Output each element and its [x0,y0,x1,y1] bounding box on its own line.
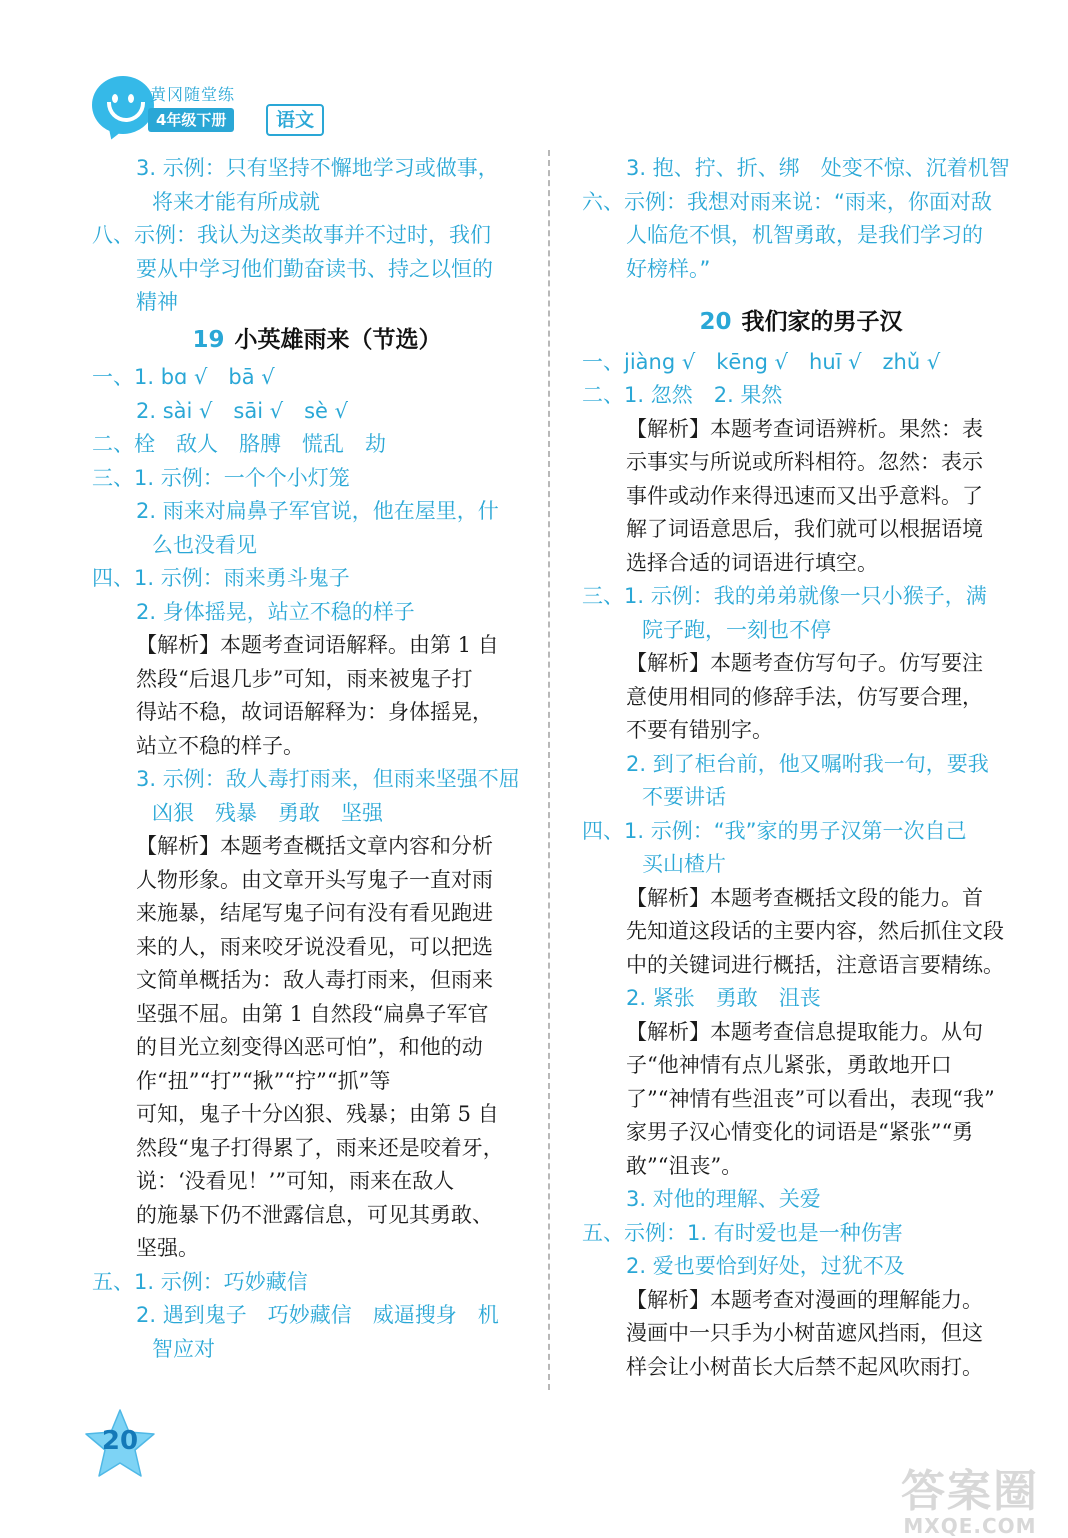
book-header [92,70,352,150]
answer-line: 要从中学习他们勤奋读书、持之以恒的 [136,256,493,281]
analysis-line: 漫画中一只手为小树苗遮风挡雨，但这 [626,1321,983,1345]
answer-line: 院子跑，一刻也不停 [642,617,831,642]
analysis-line: 敢”“沮丧”。 [626,1153,743,1178]
analysis-line: 来施暴，结尾写鬼子问有没有看见跑进 [136,901,493,925]
page-number-badge [84,1408,156,1480]
analysis-line: 【解析】本题考查对漫画的理解能力。 [626,1287,983,1312]
watermark-logo: 答案圈 [901,1466,1039,1517]
smiley-icon [92,76,154,134]
watermark-url: MXQE.COM [903,1514,1037,1538]
section-title-20 [582,306,1020,340]
analysis-line: 的施暴下仍不泄露信息，可见其勇敢、 [136,1202,493,1227]
answer-line: 凶狠 残暴 勇敢 坚强 [152,800,383,825]
answer-line: 三、1. 示例：一个个小灯笼 [92,465,350,490]
analysis-line: 了”“神情有些沮丧”可以看出，表现“我” [626,1086,995,1111]
analysis-line: 解了词语意思后，我们就可以根据语境 [626,517,983,541]
answer-line: 五、示例：1. 有时爱也是一种伤害 [582,1220,903,1245]
analysis-line: 【解析】本题考查词语解释。由第 1 自 [136,633,499,657]
analysis-line: 坚强。 [136,1236,199,1260]
answer-line: 3. 抱、拧、折、绑 处变不惊、沉着机智 [626,156,1010,180]
section-title-text: 我们家的男子汉 [741,309,903,335]
analysis-line: 【解析】本题考查词语辨析。果然：表 [626,416,983,441]
answer-line: 五、1. 示例：巧妙藏信 [92,1269,308,1294]
answer-line: 好榜样。” [626,256,711,281]
right-column [582,152,1020,1384]
analysis-line: 然段“后退几步”可知，雨来被鬼子打 [136,666,473,691]
section-number: 19 [192,326,225,353]
answer-line: 2. 遇到鬼子 巧妙藏信 威逼搜身 机 [136,1303,499,1327]
analysis-line: 作“扭”“打”“揪”“拧”“抓”等 [136,1068,391,1093]
series-name: 黄冈随堂练 [150,85,236,104]
answer-line: 不要讲话 [642,785,726,809]
analysis-line: 的目光立刻变得凶恶可怕”，和他的动 [136,1035,483,1059]
answer-line: 三、1. 示例：我的弟弟就像一只小猴子，满 [582,584,987,608]
analysis-line: 事件或动作来得迅速而又出乎意料。了 [626,483,983,508]
answer-line: 2. sài √ sāi √ sè √ [136,398,349,423]
column-divider [548,150,550,1390]
answer-line: 2. 身体摇晃，站立不稳的样子 [136,599,415,624]
analysis-line: 子“他神情有点儿紧张，勇敢地开口 [626,1053,952,1077]
analysis-line: 【解析】本题考查概括文段的能力。首 [626,885,983,910]
analysis-line: 样会让小树苗长大后禁不起风吹雨打。 [626,1354,983,1379]
analysis-line: 【解析】本题考查仿写句子。仿写要注 [626,651,983,675]
analysis-line: 然段“鬼子打得累了，雨来还是咬着牙， [136,1135,504,1160]
analysis-line: 中的关键词进行概括，注意语言要精练。 [626,952,1004,977]
site-watermark [880,1466,1060,1538]
answer-line: 智应对 [152,1336,215,1361]
analysis-line: 说：‘没看见！’”可知，雨来在敌人 [136,1169,455,1193]
analysis-line: 示事实与所说或所料相符。忽然：表示 [626,450,983,474]
answer-line: 一、jiàng √ kēng √ huī √ zhǔ √ [582,349,941,374]
analysis-line: 坚强不屈。由第 1 自然段“扁鼻子军官 [136,1001,489,1026]
smiley-mouth [107,102,145,122]
answer-line: 四、1. 示例：雨来勇斗鬼子 [92,566,350,590]
analysis-line: 选择合适的词语进行填空。 [626,550,878,575]
analysis-line: 【解析】本题考查概括文章内容和分析 [136,834,493,858]
left-column [92,152,542,1366]
answer-line: 一、1. bɑ √ bā √ [92,365,275,389]
answer-line: 精神 [136,290,178,314]
answer-line: 2. 爱也要恰到好处，过犹不及 [626,1254,905,1278]
answer-line: 八、示例：我认为这类故事并不过时，我们 [92,223,491,247]
answer-line: 人临危不惧，机智勇敢，是我们学习的 [626,223,983,247]
section-title-text: 小英雄雨来（节选） [234,326,442,353]
answer-line: 四、1. 示例：“我”家的男子汉第一次自己 [582,818,967,843]
grade-label: 4年级下册 [148,108,234,132]
analysis-line: 站立不稳的样子。 [136,733,304,758]
page-number: 20 [101,1426,139,1456]
answer-line: 3. 示例：敌人毒打雨来，但雨来坚强不屈 [136,767,520,791]
analysis-line: 先知道这段话的主要内容，然后抓住文段 [626,919,1004,943]
analysis-line: 意使用相同的修辞手法，仿写要合理， [626,684,983,709]
analysis-line: 得站不稳，故词语解释为：身体摇晃， [136,700,493,724]
analysis-line: 文简单概括为：敌人毒打雨来，但雨来 [136,968,493,992]
answer-line: 2. 雨来对扁鼻子军官说，他在屋里，什 [136,499,499,523]
answer-line: 么也没看见 [152,532,257,557]
answer-line: 3. 对他的理解、关爱 [626,1187,821,1211]
answer-line: 3. 示例：只有坚持不懈地学习或做事， [136,156,499,180]
analysis-line: 家男子汉心情变化的词语是“紧张”“勇 [626,1120,974,1144]
answer-line: 二、1. 忽然 2. 果然 [582,383,783,407]
answer-line: 将来才能有所成就 [152,189,320,214]
analysis-line: 不要有错别字。 [626,718,773,742]
subject-label: 语文 [266,104,324,136]
section-title-19 [92,324,542,358]
section-number: 20 [699,309,732,335]
answer-line: 六、示例：我想对雨来说：“雨来，你面对敌 [582,189,992,214]
answer-line: 2. 紧张 勇敢 沮丧 [626,986,821,1010]
answer-line: 二、栓 敌人 胳膊 慌乱 劫 [92,432,386,456]
analysis-line: 可知，鬼子十分凶狠、残暴；由第 5 自 [136,1102,499,1126]
answer-line: 2. 到了柜台前，他又嘱咐我一句，要我 [626,751,989,776]
analysis-line: 人物形象。由文章开头写鬼子一直对雨 [136,867,493,892]
analysis-line: 【解析】本题考查信息提取能力。从句 [626,1019,983,1044]
analysis-line: 来的人，雨来咬牙说没看见，可以把选 [136,934,493,959]
answer-line: 买山楂片 [642,852,726,876]
